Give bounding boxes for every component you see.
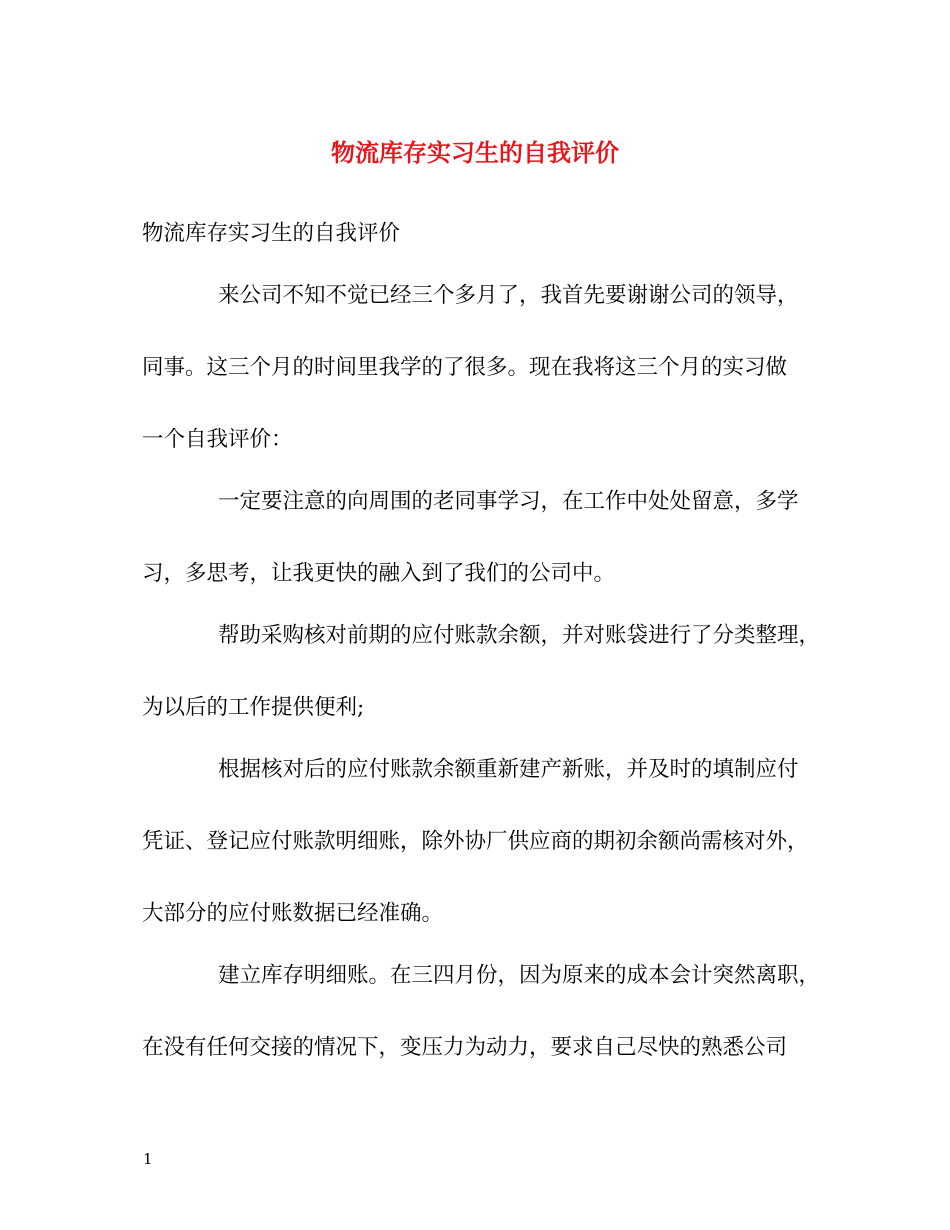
paragraph-line: 一定要注意的向周围的老同事学习，在工作中处处留意，多学 [218, 489, 799, 514]
paragraph-line: 习，多思考，让我更快的融入到了我们的公司中。 [142, 561, 616, 586]
paragraph-line: 根据核对后的应付账款余额重新建产新账，并及时的填制应付 [218, 757, 799, 782]
paragraph-line: 为以后的工作提供便利; [142, 695, 365, 720]
paragraph-line: 来公司不知不觉已经三个多月了，我首先要谢谢公司的领导， [218, 283, 799, 308]
document-title: 物流库存实习生的自我评价 [331, 138, 619, 167]
paragraph-line: 帮助采购核对前期的应付账款余额，并对账袋进行了分类整理， [218, 623, 821, 648]
subtitle-line: 物流库存实习生的自我评价 [142, 221, 401, 246]
paragraph-line: 凭证、登记应付账款明细账，除外协厂供应商的期初余额尚需核对外， [142, 829, 809, 854]
paragraph-line: 一个自我评价： [142, 427, 293, 452]
paragraph-line: 建立库存明细账。在三四月份，因为原来的成本会计突然离职， [218, 963, 821, 988]
paragraph-line: 在没有任何交接的情况下，变压力为动力，要求自己尽快的熟悉公司 [142, 1035, 788, 1060]
paragraph-line: 同事。这三个月的时间里我学的了很多。现在我将这三个月的实习做 [142, 355, 788, 380]
page-number: 1 [143, 1150, 153, 1168]
paragraph-line: 大部分的应付账数据已经准确。 [142, 901, 444, 926]
